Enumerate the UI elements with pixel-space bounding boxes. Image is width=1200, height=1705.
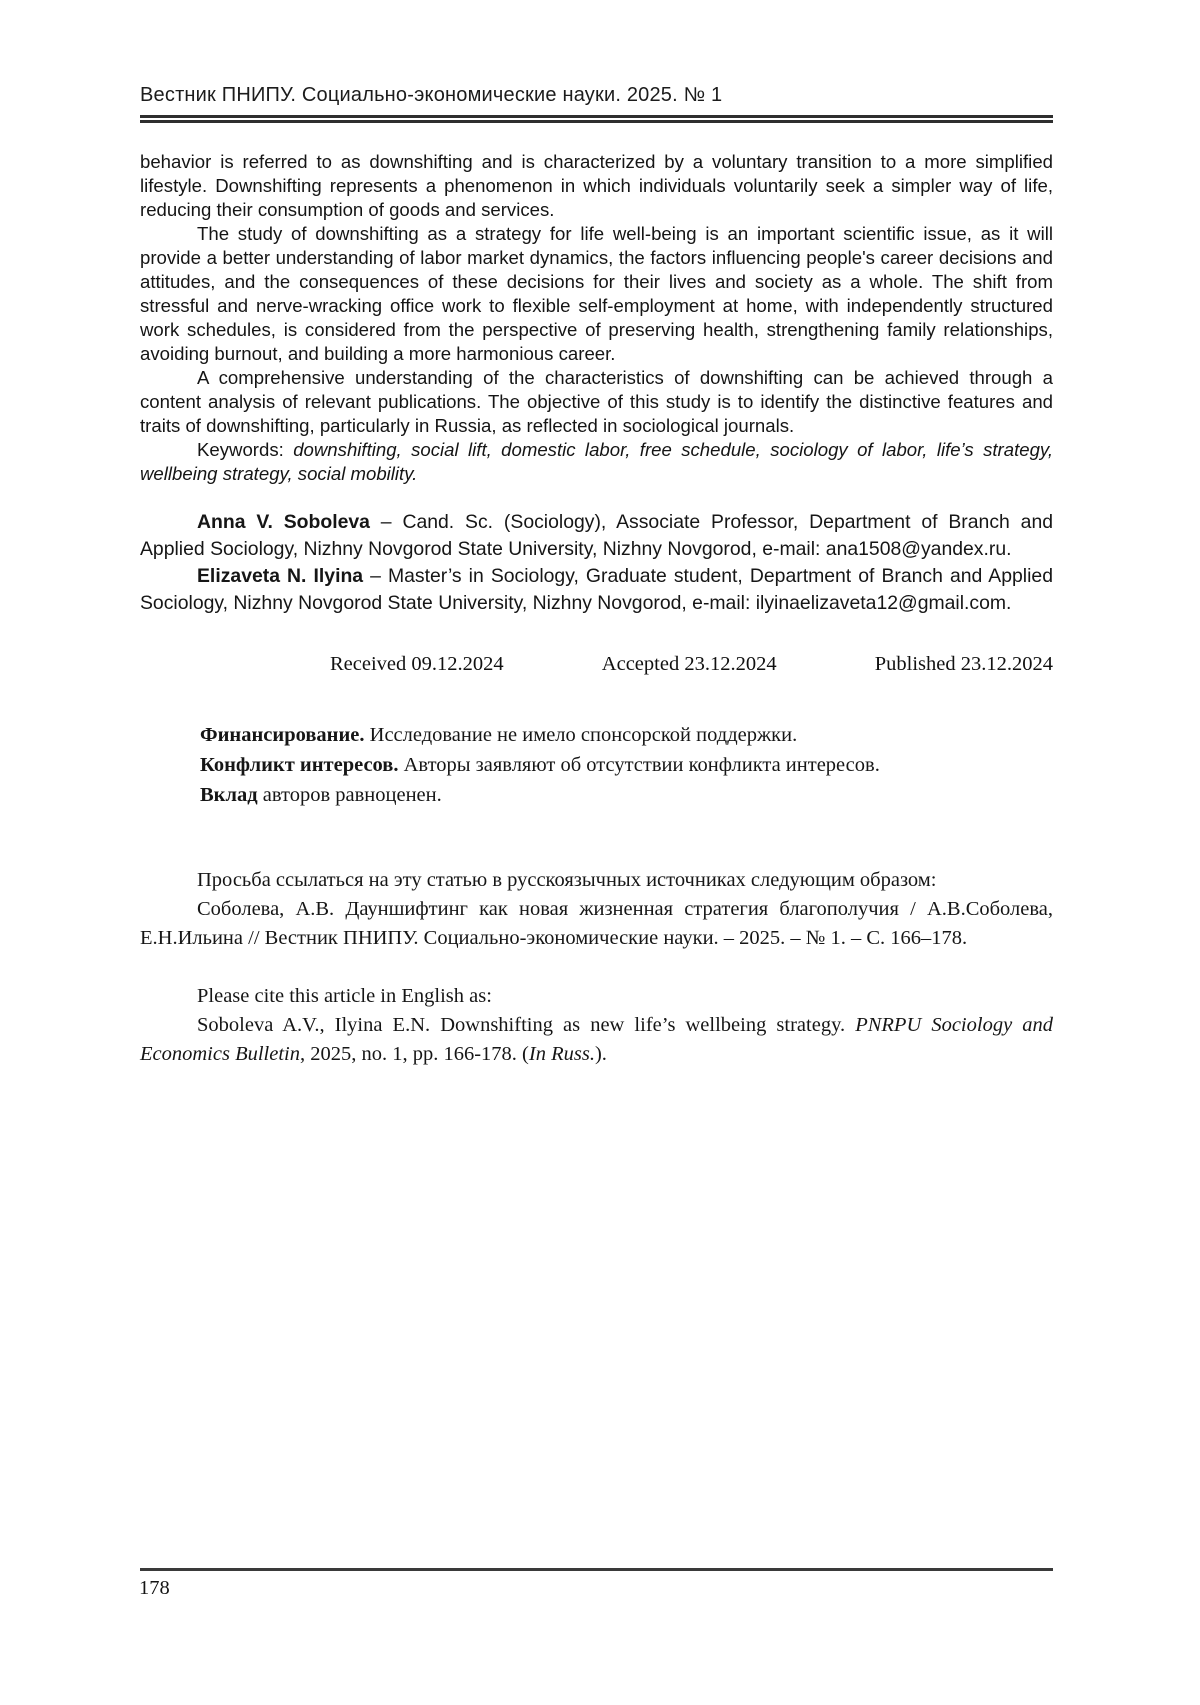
citation-ru-section [140, 866, 1053, 953]
author-entry [140, 509, 1053, 563]
article-dates-row [330, 653, 1053, 676]
journal-header-title: Вестник ПНИПУ. Социально-экономические науки. 2025. № 1 [140, 84, 723, 106]
keywords-label: Keywords: [197, 439, 284, 460]
author-details: – Master’s in Sociology, Graduate student, Department of Branch and Applied Sociology, Nizhny Novgorod State University, Nizhny Novgorod, e-mail: ilyinaelizaveta12@gmail.com. [140, 565, 1053, 614]
author-details: – Cand. Sc. (Sociology), Associate Professor, Department of Branch and Applied Sociology, Nizhny Novgorod State University, Nizhny Novgorod, e-mail: ana1508@yandex.ru. [140, 511, 1054, 560]
contribution-note-text: авторов равноценен. [257, 784, 442, 806]
page-number: 178 [139, 1577, 170, 1599]
conflict-note-label: Конфликт интересов. [200, 754, 399, 776]
contribution-note [200, 780, 1053, 810]
citation-en-text-start: Soboleva A.V., Ilyina E.N. Downshifting as new life’s wellbeing strategy. [197, 1014, 856, 1036]
header-double-rule [140, 115, 1053, 123]
abstract-section [140, 150, 1053, 486]
keywords-line [140, 438, 1053, 486]
citation-en-text-end: ). [594, 1043, 607, 1065]
author-name: Elizaveta N. Ilyina [197, 565, 364, 587]
page-content [140, 150, 1053, 1069]
author-name: Anna V. Soboleva [197, 511, 370, 533]
citation-en-journal-title: PNRPU Sociology and Economics Bulletin [140, 1014, 1053, 1065]
citation-en-language-note: In Russ. [528, 1043, 595, 1065]
abstract-paragraph-3: A comprehensive understanding of the characteristics of downshifting can be achieved through a content analysis of relevant publications. The objective of this study is to identify the distinctive features and traits of downshifting, particularly in Russia, as reflected in sociological journals. [140, 367, 1053, 436]
contribution-note-label: Вклад [200, 784, 258, 806]
published-date: Published 23.12.2024 [874, 653, 1053, 675]
citation-en-text-middle: , 2025, no. 1, pp. 166-178. ( [299, 1043, 529, 1065]
abstract-paragraph-1: behavior is referred to as downshifting and is characterized by a voluntary transition to a more simplified lifestyle. Downshifting represents a phenomenon in which individuals voluntarily seek a simpler way of life, reducing their consumption of goods and services. [140, 151, 1053, 220]
conflict-note-text: Авторы заявляют об отсутствии конфликта интересов. [398, 754, 880, 776]
author-entry [140, 563, 1053, 617]
footer-rule [140, 1568, 1053, 1571]
running-header [140, 84, 1053, 123]
authors-section [140, 509, 1053, 617]
funding-note [200, 720, 1053, 750]
conflict-note [200, 750, 1053, 780]
citation-en-text [140, 1011, 1053, 1069]
citation-en-section [140, 982, 1053, 1069]
citation-en-intro: Please cite this article in English as: [197, 985, 492, 1007]
notes-section [140, 720, 1053, 810]
citation-ru-intro: Просьба ссылаться на эту статью в русскоязычных источниках следующим образом: [197, 869, 937, 891]
funding-note-text: Исследование не имело спонсорской поддержки. [364, 724, 798, 746]
keywords-list: downshifting, social lift, domestic labor, free schedule, sociology of labor, life’s strategy, wellbeing strategy, social mobility. [140, 439, 1053, 484]
funding-note-label: Финансирование. [200, 724, 365, 746]
citation-ru-text: Соболева, А.В. Дауншифтинг как новая жизненная стратегия благополучия / А.В.Соболева, Е.Н.Ильина // Вестник ПНИПУ. Социально-экономические науки. – 2025. – № 1. – С. 166–178. [140, 898, 1053, 949]
abstract-paragraph-2: The study of downshifting as a strategy for life well-being is an important scientific issue, as it will provide a better understanding of labor market dynamics, the factors influencing people's career decisions and attitudes, and the consequences of these decisions for their lives and society as a whole. The shift from stressful and nerve-wracking office work to flexible self-employment at home, with independently structured work schedules, is considered from the perspective of preserving health, strengthening family relationships, avoiding burnout, and building a more harmonious career. [140, 223, 1053, 364]
received-date: Received 09.12.2024 [330, 653, 504, 675]
accepted-date: Accepted 23.12.2024 [601, 653, 777, 675]
